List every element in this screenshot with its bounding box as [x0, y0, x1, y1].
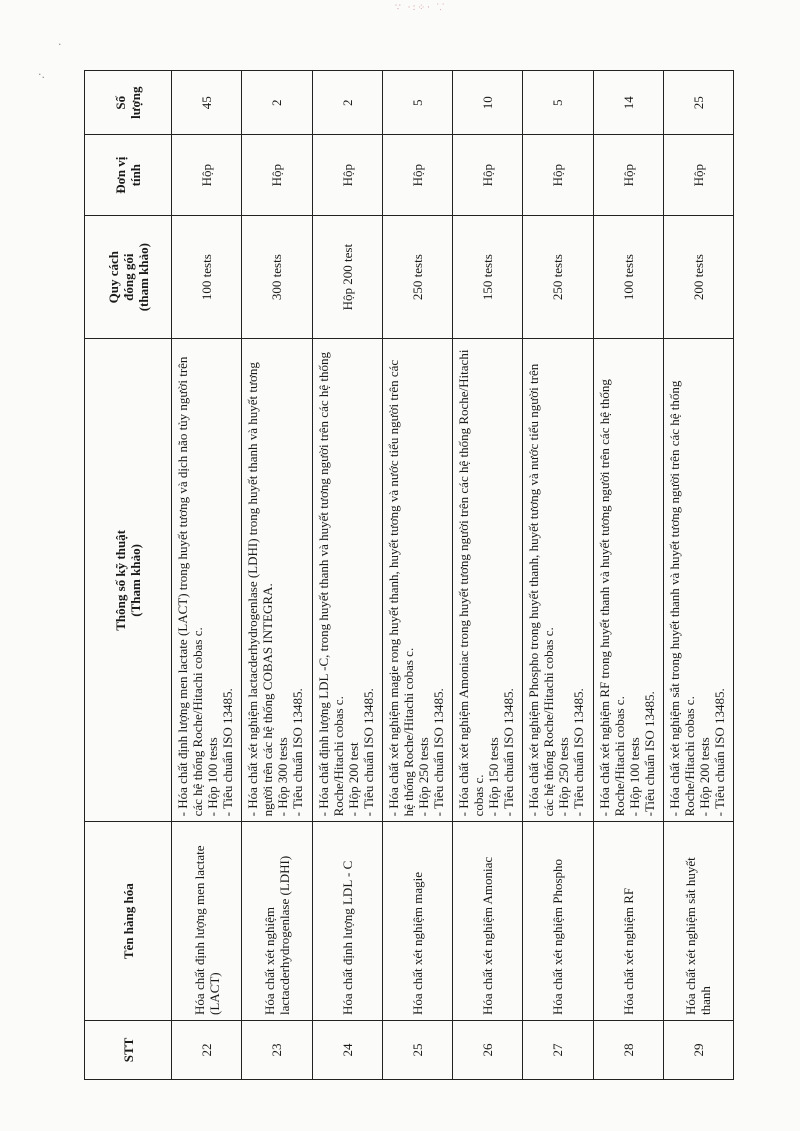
cell-pack: Hộp 200 test	[312, 215, 382, 338]
cell-qty: 5	[523, 71, 593, 135]
cell-pack: 100 tests	[593, 215, 663, 338]
cell-pack: 150 tests	[453, 215, 523, 338]
cell-name: Hóa chất xét nghiệm Phospho	[523, 822, 593, 1021]
cell-unit: Hộp	[242, 135, 312, 216]
chemical-spec-table	[84, 70, 734, 1080]
cell-stt: 25	[382, 1020, 452, 1079]
cell-qty: 2	[242, 71, 312, 135]
cell-spec: - Hóa chất xét nghiệm Amoniac trong huyết tương người trên các hệ thống Roche/Hitachi cobas c. - Hộp 150 tests - Tiêu chuẩn ISO 13485.	[453, 339, 523, 822]
cell-spec: - Hóa chất xét nghiệm Phospho trong huyết thanh, huyết tương và nước tiểu người trên các hệ thống Roche/Hitachi cobas c. - Hộp 250 tests - Tiêu chuẩn ISO 13485.	[523, 339, 593, 822]
header-unit: Đơn vị tính	[85, 135, 172, 216]
table-row	[382, 71, 452, 1080]
cell-name: Hóa chất xét nghiệm Amoniac	[453, 822, 523, 1021]
cell-pack: 100 tests	[172, 215, 242, 338]
table-row	[663, 71, 733, 1080]
cell-stt: 24	[312, 1020, 382, 1079]
cell-name: Hóa chất xét nghiệm magie	[382, 822, 452, 1021]
cell-spec: - Hóa chất định lượng LDL -C, trong huyết thanh và huyết tương người trên các hệ thống Roche/Hitachi cobas c. - Hộp 200 test - Tiêu chuẩn ISO 13485.	[312, 339, 382, 822]
cell-stt: 22	[172, 1020, 242, 1079]
header-name: Tên hàng hóa	[85, 822, 172, 1021]
table-row	[312, 71, 382, 1080]
header-spec: Thông số kỹ thuật (Tham khảo)	[85, 339, 172, 822]
cell-qty: 10	[453, 71, 523, 135]
cell-unit: Hộp	[523, 135, 593, 216]
cell-stt: 27	[523, 1020, 593, 1079]
cell-name: Hóa chất xét nghiệm RF	[593, 822, 663, 1021]
cell-pack: 200 tests	[663, 215, 733, 338]
stamp-mark: ∵ ·:⁘· ⸪	[395, 3, 447, 13]
cell-spec: - Hóa chất xét nghiệm lactacderhydrogenlase (LDHI) trong huyết thanh và huyết tương người trên các hệ thống COBAS INTEGRA. - Hộp 300 tests - Tiêu chuẩn ISO 13485.	[242, 339, 312, 822]
cell-stt: 29	[663, 1020, 733, 1079]
cell-unit: Hộp	[312, 135, 382, 216]
scan-speck: ·	[58, 38, 62, 51]
cell-unit: Hộp	[382, 135, 452, 216]
table-header-row	[85, 71, 172, 1080]
cell-name: Hóa chất định lượng LDL - C	[312, 822, 382, 1021]
cell-unit: Hộp	[172, 135, 242, 216]
cell-qty: 25	[663, 71, 733, 135]
cell-spec: - Hóa chất xét nghiệm RF trong huyết thanh và huyết tương người trên các hệ thống Roche/Hitachi cobas c. - Hộp 100 tests -Tiêu chuẩn ISO 13485.	[593, 339, 663, 822]
cell-pack: 250 tests	[382, 215, 452, 338]
cell-name: Hóa chất định lượng men lactate (LACT)	[172, 822, 242, 1021]
rotated-table-container	[84, 70, 734, 1080]
cell-pack: 250 tests	[523, 215, 593, 338]
header-qty: Số lượng	[85, 71, 172, 135]
cell-unit: Hộp	[663, 135, 733, 216]
cell-qty: 5	[382, 71, 452, 135]
cell-spec: - Hóa chất xét nghiệm sắt trong huyết thanh và huyết tương người trên các hệ thống Roche/Hitachi cobas c. - Hộp 200 tests - Tiêu chuẩn ISO 13485.	[663, 339, 733, 822]
table-row	[453, 71, 523, 1080]
scan-speck: ·.	[38, 68, 45, 81]
cell-stt: 23	[242, 1020, 312, 1079]
cell-qty: 2	[312, 71, 382, 135]
cell-unit: Hộp	[453, 135, 523, 216]
cell-pack: 300 tests	[242, 215, 312, 338]
table-row	[172, 71, 242, 1080]
cell-stt: 26	[453, 1020, 523, 1079]
table-body	[172, 71, 734, 1080]
table-row	[593, 71, 663, 1080]
cell-spec: - Hóa chất định lượng men lactate (LACT) trong huyết tương và dịch não tủy người trên các hệ thống Roche/Hitachi cobas c. - Hộp 100 tests - Tiêu chuẩn ISO 13485.	[172, 339, 242, 822]
table-row	[523, 71, 593, 1080]
cell-stt: 28	[593, 1020, 663, 1079]
header-stt: STT	[85, 1020, 172, 1079]
cell-spec: - Hóa chất xét nghiệm magie rong huyết thanh, huyết tương và nước tiểu người trên các hệ thống Roche/Hitachi cobas c. - Hộp 250 tests - Tiêu chuẩn ISO 13485.	[382, 339, 452, 822]
cell-qty: 45	[172, 71, 242, 135]
header-pack: Quy cách đóng gói (tham khảo)	[85, 215, 172, 338]
cell-qty: 14	[593, 71, 663, 135]
cell-unit: Hộp	[593, 135, 663, 216]
cell-name: Hóa chất xét nghiệm sắt huyết thanh	[663, 822, 733, 1021]
table-row	[242, 71, 312, 1080]
cell-name: Hóa chất xét nghiệm lactacderhydrogenlase (LDHI)	[242, 822, 312, 1021]
